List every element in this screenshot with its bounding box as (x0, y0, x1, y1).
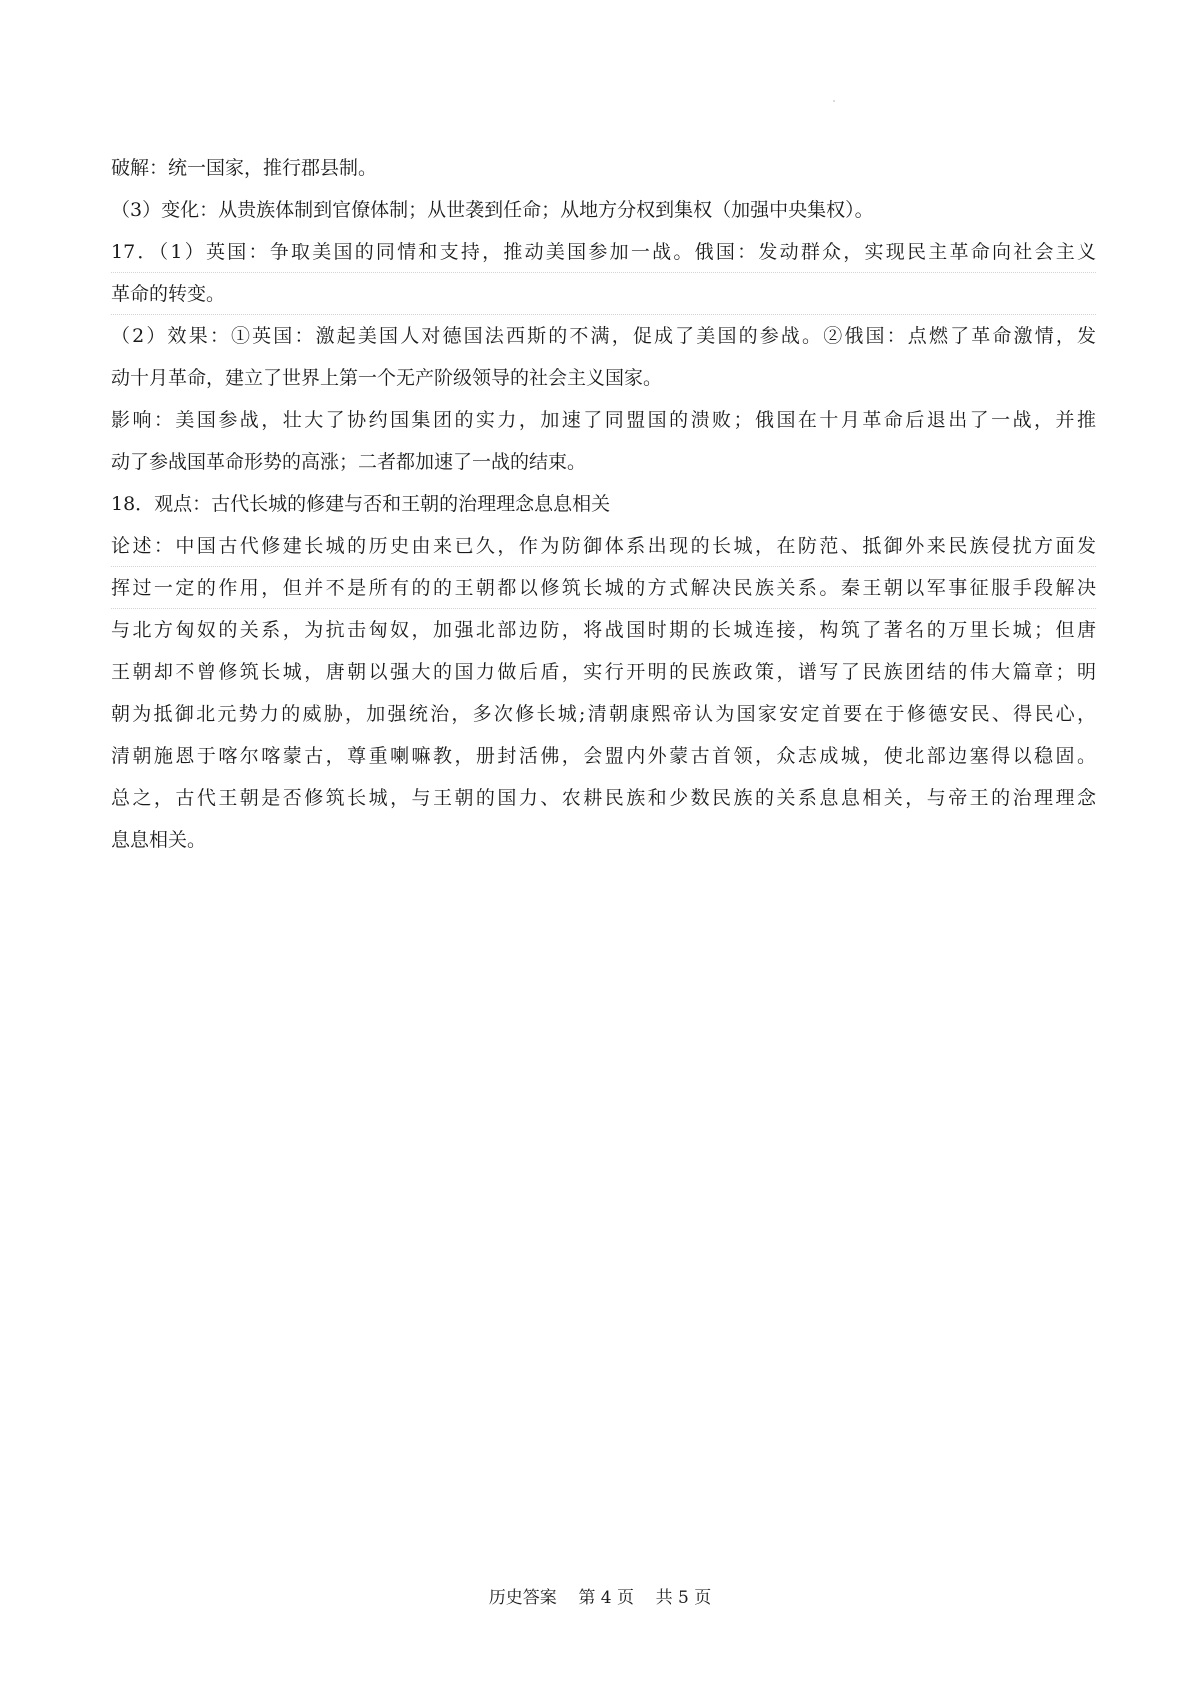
answer-line-q18-conclusion: 总之，古代王朝是否修筑长城，与王朝的国力、农耕民族和少数民族的关系息息相关，与帝王的治理理念 (111, 787, 1096, 809)
answer-line-q18-argument-1: 论述：中国古代修建长城的历史由来已久，作为防御体系出现的长城，在防范、抵御外来民族侵扰方面发 (111, 531, 1096, 573)
answer-line-q18-argument-3: 与北方匈奴的关系，为抗击匈奴，加强北部边防，将战国时期的长城连接，构筑了著名的万里长城；但唐 (111, 619, 1096, 641)
answer-line-q18-argument-5: 朝为抵御北元势力的威胁，加强统治，多次修长城;清朝康熙帝认为国家安定首要在于修德安民、得民心， (111, 703, 1096, 725)
page-footer: 历史答案 第 4 页 共 5 页 (488, 1588, 712, 1608)
answer-line-q17-1-cont: 革命的转变。 (111, 279, 1096, 321)
answer-line-q17-impact-cont: 动了参战国革命形势的高涨；二者都加速了一战的结束。 (111, 451, 587, 473)
answer-line-q17-2: （2）效果：①英国：激起美国人对德国法西斯的不满，促成了美国的参战。②俄国：点燃了革命激情，发 (111, 325, 1096, 347)
answer-line-q18-argument-4: 王朝却不曾修筑长城，唐朝以强大的国力做后盾，实行开明的民族政策，谱写了民族团结的伟大篇章；明 (111, 661, 1096, 683)
answer-content (111, 153, 1096, 867)
answer-line-q17-2-cont: 动十月革命，建立了世界上第一个无产阶级领导的社会主义国家。 (111, 367, 663, 389)
answer-line-q18-argument-6: 清朝施恩于喀尔喀蒙古，尊重喇嘛教，册封活佛，会盟内外蒙古首领，众志成城，使北部边塞得以稳固。 (111, 745, 1096, 767)
answer-line-q18-conclusion-cont: 息息相关。 (111, 829, 207, 851)
scan-speck (833, 100, 835, 102)
answer-line-q16-solution: 破解：统一国家，推行郡县制。 (111, 157, 378, 179)
answer-line-q18-argument-2: 挥过一定的作用，但并不是所有的的王朝都以修筑长城的方式解决民族关系。秦王朝以军事征服手段解决 (111, 573, 1096, 615)
answer-line-q16-3: （3）变化：从贵族体制到官僚体制；从世袭到任命；从地方分权到集权（加强中央集权）。 (111, 199, 874, 221)
answer-line-q17-1: 17．（1）英国：争取美国的同情和支持，推动美国参加一战。俄国：发动群众，实现民主革命向社会主义 (111, 237, 1096, 279)
answer-line-q18-viewpoint: 18．观点：古代长城的修建与否和王朝的治理理念息息相关 (111, 493, 611, 515)
answer-line-q17-impact: 影响：美国参战，壮大了协约国集团的实力，加速了同盟国的溃败；俄国在十月革命后退出了一战，并推 (111, 409, 1096, 431)
